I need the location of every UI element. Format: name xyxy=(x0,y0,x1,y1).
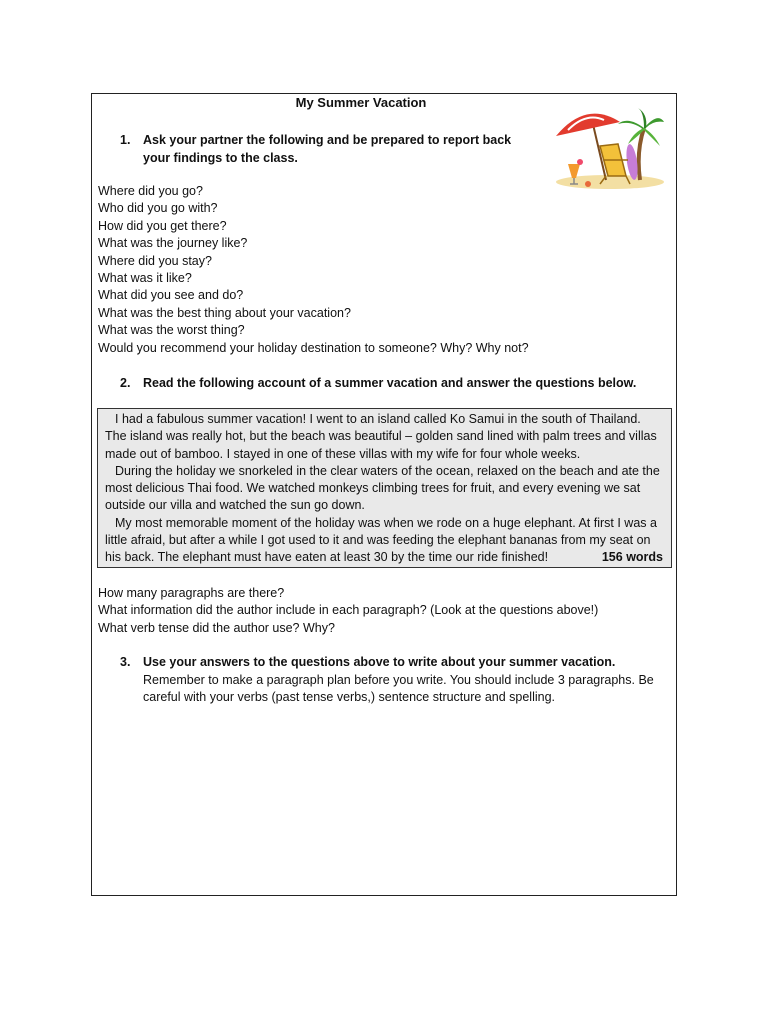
section-3-number: 3. xyxy=(120,655,131,669)
list-item: What was it like? xyxy=(98,271,192,286)
list-item: What was the worst thing? xyxy=(98,323,245,338)
section-3-instruction-bold: Use your answers to the questions above to write about your summer vacation. xyxy=(143,655,616,669)
reading-paragraph-1: I had a fabulous summer vacation! I went to an island called Ko Samui in the south of Thailand. The island was really hot, but the beach was beautiful – golden sand lined with palm trees and villas made out of bamboo. I stayed in one of these villas with my wife for four whole weeks. xyxy=(105,412,657,461)
list-item: Who did you go with? xyxy=(98,201,218,216)
list-item: What verb tense did the author use? Why? xyxy=(98,620,335,635)
section-2 xyxy=(120,375,660,393)
list-item: What information did the author include in each paragraph? (Look at the questions above!) xyxy=(98,603,599,618)
beach-umbrella-chair-palm-illustration xyxy=(548,102,666,192)
list-item: Where did you go? xyxy=(98,184,203,198)
section-1 xyxy=(120,132,540,167)
section-3 xyxy=(120,654,670,707)
list-item: Would you recommend your holiday destination to someone? Why? Why not? xyxy=(98,340,529,355)
page-title: My Summer Vacation xyxy=(295,95,427,110)
section-3-instruction xyxy=(143,654,670,707)
section-2-number: 2. xyxy=(120,376,131,390)
reading-passage-box xyxy=(97,408,672,568)
section-1-number: 1. xyxy=(120,133,131,147)
comprehension-questions-list xyxy=(98,585,658,637)
interview-questions-list xyxy=(98,183,658,357)
section-2-instruction: Read the following account of a summer vacation and answer the questions below. xyxy=(143,376,637,390)
list-item: What did you see and do? xyxy=(98,288,244,303)
word-count: 156 words xyxy=(601,550,663,565)
list-item: How did you get there? xyxy=(98,218,227,233)
reading-paragraph-3: My most memorable moment of the holiday was when we rode on a huge elephant. At first I was a little afraid, but after a while I got used to it and was feeding the elephant bananas from my seat on his back. The elephant must have eaten at least 30 by the time our ride finished! xyxy=(105,515,657,565)
section-3-instruction-rest: Remember to make a paragraph plan before you write. You should include 3 paragraphs. Be careful with your verbs (past tense verbs,) sentence structure and spelling. xyxy=(143,672,654,704)
list-item: Where did you stay? xyxy=(98,253,212,268)
list-item: How many paragraphs are there? xyxy=(98,586,285,600)
list-item: What was the best thing about your vacation? xyxy=(98,305,351,320)
reading-paragraph-2: During the holiday we snorkeled in the clear waters of the ocean, relaxed on the beach and ate the most delicious Thai food. We watched monkeys climbing trees for fruit, and every evening we sat outside our villa and watched the sun go down. xyxy=(105,463,660,513)
section-1-instruction: Ask your partner the following and be prepared to report back your findings to the class. xyxy=(143,133,512,165)
list-item: What was the journey like? xyxy=(98,236,248,251)
